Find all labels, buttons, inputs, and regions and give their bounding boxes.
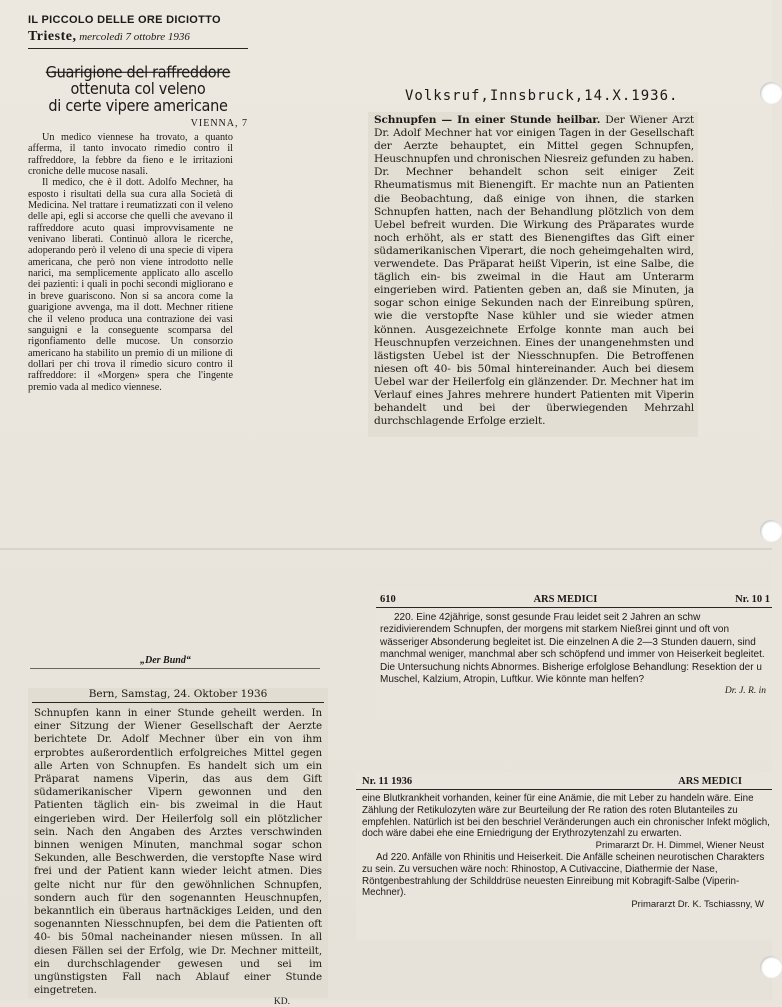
ars-11-journal: ARS MEDICI [678, 776, 742, 787]
bund-body: Schnupfen kann in einer Stunde geheilt werden. In einer Sitzung der Wiener Gesellschaft der Aerzte berichtete Dr. Adolf Mechner über ein von ihm erprobtes außerordentlich erfolgreiches Mittel gegen alle Arten von Schnupfen. Es handelt sich um ein Präparat namens Viperin, das aus dem Gift südamerikanischer Vipern gewonnen und den Patienten täglich ein- bis zweimal in die Haut eingerieben wird. Der Heilerfolg soll ein plötzlicher sein. Nach den Angaben des Arztes verschwinden binnen wenigen Minuten, manchmal sogar schon Sekunden, alle Beschwerden, die verstopfte Nase wird frei und der Patient kann wieder leicht atmen. Dies gelte nicht nur für den gewöhnlichen Schnupfen, sondern auch für den sogenannten Heuschnupfen, bekanntlich ein überaus hartnäckiges Leiden, und den sogenannten Niesschnupfen, bei dem die Patienten oft 40- bis 50mal nacheinander niesen müssen. In all diesen Fällen sei der Erfolg, wie Dr. Mechner mitteilt, ein durchschlagender gewesen und sei im ungünstigsten Fall nach Ablauf einer Stunde eingetreten. [34, 707, 322, 997]
ars-610-issue: Nr. 10 1 [735, 594, 770, 605]
piccolo-headline [28, 65, 248, 115]
piccolo-dateline [28, 29, 248, 49]
ars-11-signature: Primararzt Dr. K. Tschiassny, W [631, 899, 764, 911]
piccolo-city: Trieste, [28, 29, 77, 44]
piccolo-date: mercoledì 7 ottobre 1936 [79, 31, 190, 43]
piccolo-placeline: VIENNA, 7 [190, 118, 248, 129]
bund-signature: KD. [273, 997, 290, 1007]
bund-dateline: Bern, Samstag, 24. Oktober 1936 [32, 688, 324, 703]
ars-11-paragraph: Ad 220. Anfälle von Rhinitis und Heiserkeit. Die Anfälle scheinen neurotischen Charakters zu sein. Zu versuchen wäre noch: Rhinostop, A Cutivaccine, Diathermie der Nase, Röntgenbestrahlung der Schilddrüse neuesten Einreibung mit Kobragift-Salbe (Viperin-Mechner). [362, 851, 765, 899]
punch-hole [760, 82, 782, 104]
piccolo-masthead: IL PICCOLO DELLE ORE DICIOTTO [28, 14, 221, 26]
ars-11-signature: Primararzt Dr. H. Dimmel, Wiener Neust [595, 840, 764, 852]
ars-610-journal: ARS MEDICI [533, 594, 598, 605]
piccolo-paragraph: Il medico, che è il dott. Adolfo Mechner, ha esposto i risultati della sua cura alla Società di Medicina. Nel trattare i reumatizzati con il veleno delle api, egli si accorse che quelli che avevano il raffreddore acuto quasi improvvisamente ne venivano liberati. Continuò allora le ricerche, adoperando però il veleno di una specie di vipera americana, che però non viene introdotto nelle narici, ma semplicemente applicato allo ascello dei pazienti: i quali in pochi secondi migliorano e in breve guariscono. Non si sa ancora come la guarigione avvenga, ma il dott. Mechner ritiene che il veleno produca una contrazione dei vasi sanguigni e la conseguente scomparsa del rigonfiamento delle mucose. Un consorzio americano ha stabilito un premio di un milione di dollari per chi trova il rimedio sicuro contro il raffreddore: il «Morgen» spera che l'ingente premio vada al medico viennese. [28, 177, 233, 393]
piccolo-headline-line: di certe vipere americane [48, 97, 228, 116]
ars-610-body: 220. Eine 42jährige, sonst gesunde Frau leidet seit 2 Jahren an schw rezidivierendem Schnupfen, der morgens mit starkem Nießrei ginnt und oft von wässeriger Absonderung begleitet ist. Die einzelnen A die 2—3 Stunden dauern, sind manchmal weniger, manchmal aber sch schöpfend und immer von Heiserkeit begleitet. Die Untersuchung nichts Abnormes. Bisherige erfolglose Behandlung: Resektion der u Muschel, Kalzium, Atropin, Luftkur. Wie könnte man helfen? [380, 612, 765, 686]
volksruf-body [368, 112, 698, 428]
volksruf-title: Schnupfen — In einer Stunde heilbar. [374, 114, 601, 126]
ars-610-header [376, 590, 772, 608]
ars-medici-610-clipping [376, 590, 772, 720]
piccolo-headline-line: ottenuta col veleno [70, 80, 206, 99]
volksruf-dateline: Volksruf,Innsbruck,14.X.1936. [405, 88, 679, 104]
punch-hole [760, 956, 782, 978]
bund-masthead: „Der Bund“ [140, 655, 191, 666]
ars-medici-11-clipping [356, 772, 772, 940]
ars-610-signature: Dr. J. R. in [724, 686, 766, 697]
bund-rule [30, 668, 320, 669]
punch-hole [760, 520, 782, 542]
ars-11-body [356, 790, 772, 911]
piccolo-headline-line: Guarigione del raffreddore [45, 63, 231, 82]
piccolo-paragraph: Un medico viennese ha trovato, a quanto afferma, il tanto invocato rimedio contro il raffreddore, la febbre da fieno e le irritazioni croniche delle mucose nasali. [28, 132, 233, 178]
ars-11-issue: Nr. 11 1936 [362, 776, 413, 787]
piccolo-clipping [28, 14, 248, 504]
piccolo-body [28, 132, 233, 393]
bund-clipping [28, 688, 328, 1007]
volksruf-text: Der Wiener Arzt Dr. Adolf Mechner hat vor einigen Tagen in der Gesellschaft der Aerzte behauptet, ein Mittel gegen Schnupfen, Heuschnupfen und chronischen Niesreiz gefunden zu haben. Dr. Mechner behandelt schon seit einiger Zeit Rheumatismus mit Bienengift. Er machte nun an Patienten die Beobachtung, daß einige von ihnen, die starken Schnupfen hatten, nach der Behandlung plötzlich von dem Uebel befreit wurden. Die Wirkung des Präparates wurde noch erhöht, als er statt des Bienengiftes das Gift einer südamerikanischen Viperart, die noch geheimgehalten wird, verwendete. Das Präparat heißt Viperin, ist eine Salbe, die täglich ein- bis zweimal in die Haut am Unterarm eingerieben wird. Patienten geben an, daß sie Minuten, ja sogar schon einige Sekunden nach der Einreibung spüren, wie die verstopfte Nase kühler und sie wieder atmen können. Ausgezeichnete Erfolge konnte man auch bei Heuschnupfen verzeichnen. Eines der unangenehmsten und lästigsten Uebel ist der Niesschnupfen. Die Betroffenen niesen oft 40- bis 50mal hintereinander. Auch bei diesem Uebel war der Heilerfolg ein glänzender. Dr. Mechner hat im Verlauf eines Jahres mehrere hundert Patienten mit Viperin behandelt und bei der überwiegenden Mehrzahl durchschlagende Erfolge erzielt. [374, 114, 694, 428]
ars-11-paragraph: eine Blutkrankheit vorhanden, keiner für eine Anämie, die mit Leber zu handeln wäre. Eine Zählung der Retikulozyten wäre zur Beurteilung der Re ration des roten Blutanteiles zu empfehlen. Natürlich ist bei den beschriel Veränderungen auch ein chronischer Infekt möglich, doch wäre dabei ehe eine Erniedrigung der Erythrozytenzahl zu erwarten. [362, 793, 770, 840]
ars-11-header [356, 772, 772, 790]
ars-610-page: 610 [380, 594, 396, 605]
page-crease [0, 548, 772, 550]
volksruf-clipping [368, 112, 698, 437]
